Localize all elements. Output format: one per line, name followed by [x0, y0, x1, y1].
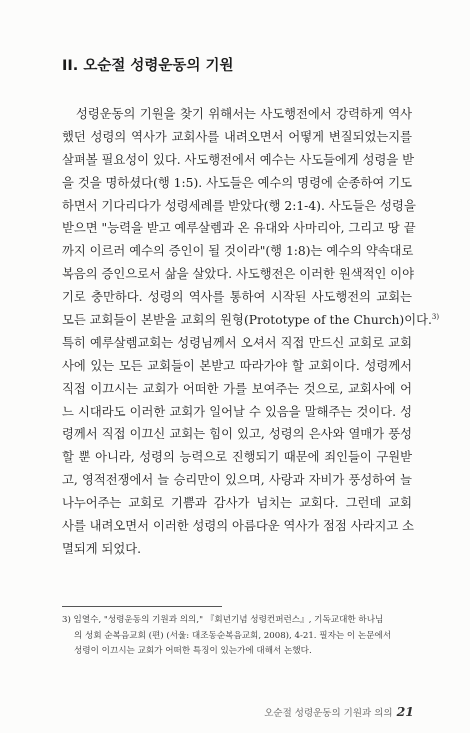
body-line: 하면서 기다리다가 성령세례를 받았다(행 2:1-4). 사도들은 성령을 [62, 198, 416, 213]
running-footer [264, 704, 414, 719]
body-line: 직접 이끄시는 교회가 어떠한 가를 보여주는 것으로, 교회사에 어 [62, 381, 412, 396]
body-line-text: 모든 교회들이 본받을 교회의 원형(Prototype of the Church)이다. [62, 313, 432, 328]
footnote [62, 613, 414, 660]
footnote-line: 의 성회 순복음교회 (편) (서울: 대조동순복음교회, 2008), 4-21. 필자는 이 논문에서 [74, 630, 392, 641]
body-line: 특히 예루살렘교회는 성령님께서 오셔서 직접 만드신 교회로 교회 [62, 335, 412, 350]
body-line: 했던 성령의 역사가 교회사를 내려오면서 어떻게 변질되었는지를 [62, 129, 412, 144]
body-line: 사에 있는 모든 교회들이 본받고 따라가야 할 교회이다. 성령께서 [62, 358, 412, 373]
footnote-reference[interactable]: 3) [431, 312, 440, 321]
footnote-line: 3) 임열수, "성령운동의 기원과 의의," 『회년기념 성령컨퍼런스』, 기독교대한 하나님 [62, 615, 384, 625]
body-line: 을 것을 명하셨다(행 1:5). 사도들은 예수의 명령에 순종하여 기도 [62, 175, 412, 190]
footnote-divider [62, 606, 222, 607]
section-heading: II. 오순절 성령운동의 기원 [62, 58, 234, 74]
running-title: 오순절 성령운동의 기원과 의의 [264, 708, 393, 719]
body-line: 받으면 "능력을 받고 예루살렘과 온 유대와 사마리아, 그리고 땅 끝 [62, 221, 416, 236]
body-line: 까지 이르러 예수의 증인이 될 것이라"(행 1:8)는 예수의 약속대로 [62, 244, 414, 259]
body-line: 나누어주는 교회로 기쁨과 감사가 넘치는 교회다. 그런데 교회 [62, 496, 412, 511]
body-line: 느 시대라도 이러한 교회가 일어날 수 있음을 말해주는 것이다. 성 [62, 404, 412, 419]
body-line: 령께서 직접 이끄신 교회는 힘이 있고, 성령의 은사와 열매가 풍성 [62, 427, 412, 442]
body-line: 기로 충만하다. 성령의 역사를 통하여 시작된 사도행전의 교회는 [62, 290, 412, 305]
body-line: 살펴볼 필요성이 있다. 사도행전에서 예수는 사도들에게 성령을 받 [62, 152, 414, 167]
body-line: 성령운동의 기원을 찾기 위해서는 사도행전에서 강력하게 역사 [76, 107, 412, 121]
body-line: 사를 내려오면서 이러한 성령의 아름다운 역사가 점점 사라지고 소 [62, 519, 414, 534]
body-line: 할 뿐 아니라, 성령의 능력으로 진행되기 때문에 죄인들이 구원받 [62, 450, 412, 465]
footnote-line: 성령이 이끄시는 교회가 어떠한 특징이 있는가에 대해서 논했다. [74, 646, 312, 656]
body-line: 복음의 증인으로서 삶을 살았다. 사도행전은 이러한 원색적인 이야 [62, 267, 414, 282]
body-line: 멸되게 되었다. [62, 541, 142, 556]
body-line: 고, 영적전쟁에서 늘 승리만이 있으며, 사랑과 자비가 풍성하여 늘 [62, 473, 412, 488]
body-paragraph [62, 103, 440, 561]
body-line-with-footnote [62, 309, 440, 332]
page-number: 21 [396, 704, 414, 719]
